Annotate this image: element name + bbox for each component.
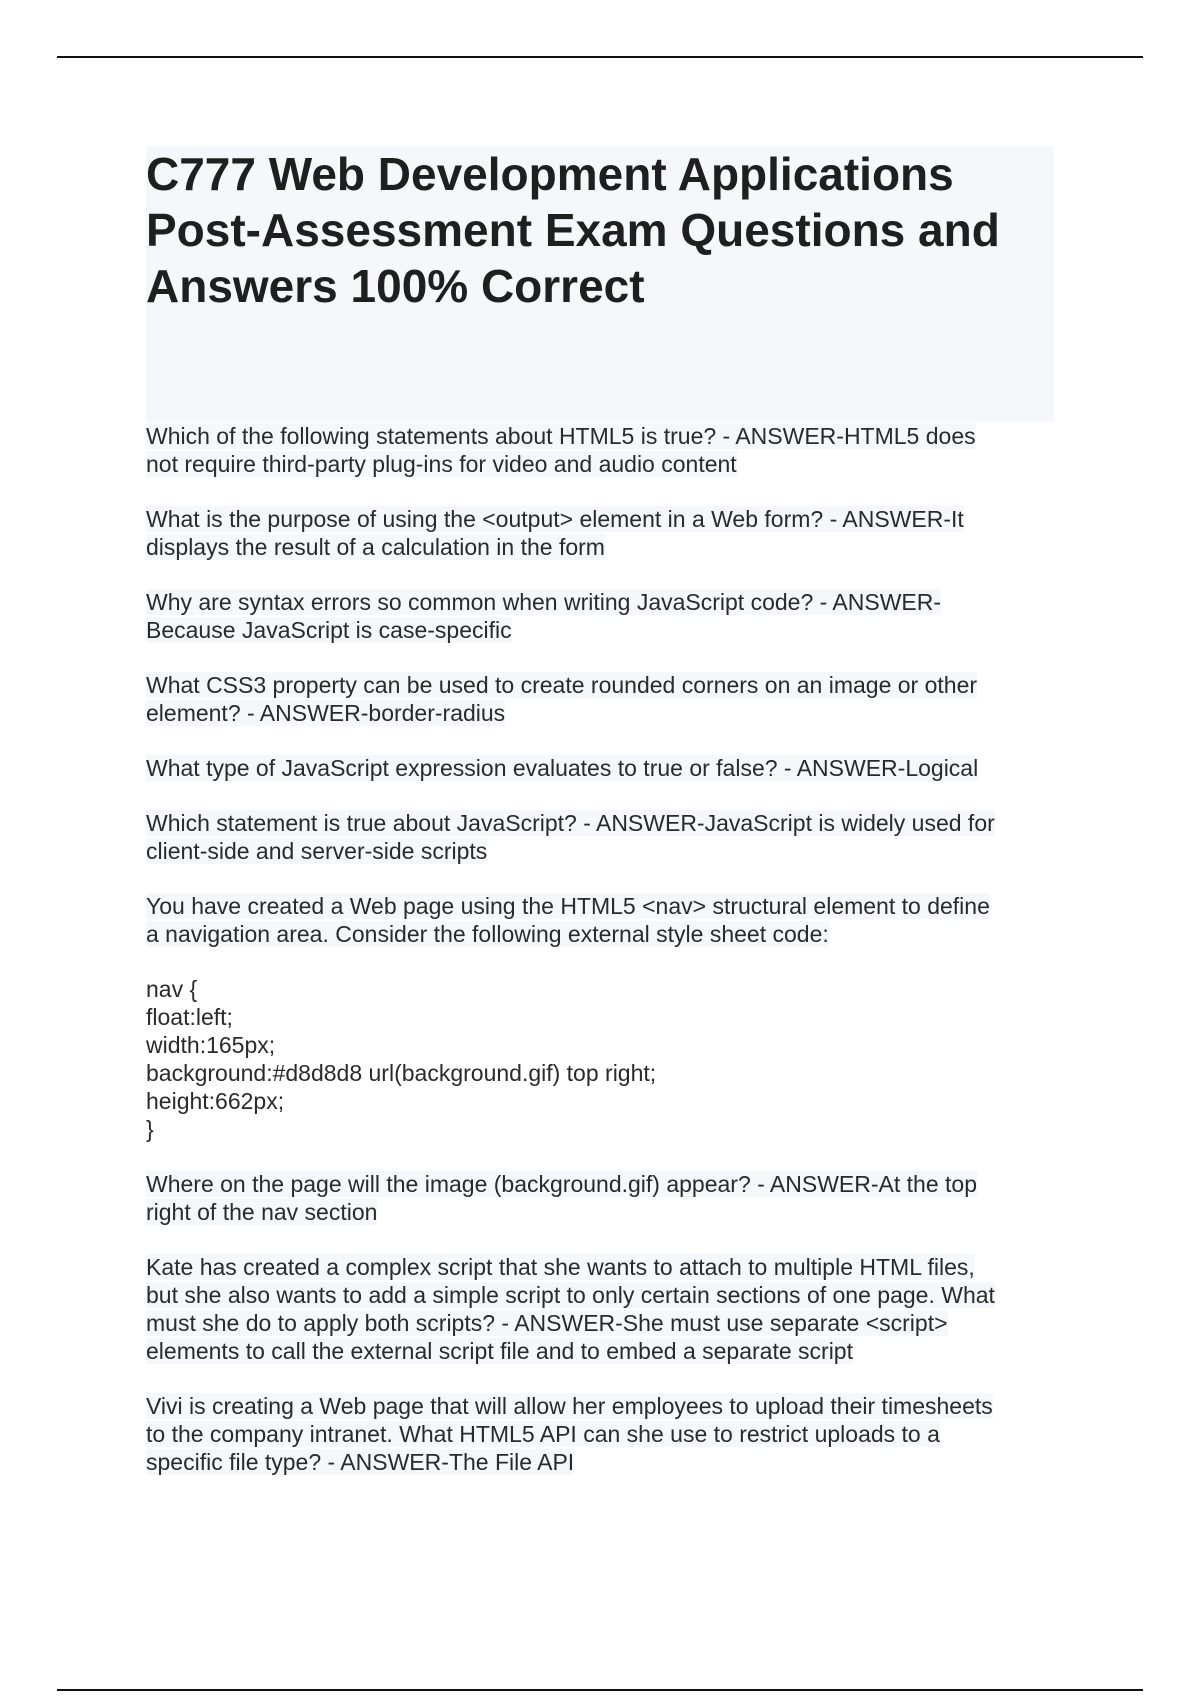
qa-item bbox=[146, 422, 1054, 478]
document-title: C777 Web Development Applications Post-Assessment Exam Questions and Answers 100% Correct bbox=[146, 148, 1000, 312]
qa-item bbox=[146, 505, 1054, 561]
qa-item bbox=[146, 809, 1054, 865]
qa-text: What is the purpose of using the <output> element in a Web form? - ANSWER-It displays the result of a calculation in the form bbox=[146, 506, 964, 560]
qa-text: You have created a Web page using the HTML5 <nav> structural element to define a navigation area. Consider the following external style sheet code: bbox=[146, 893, 990, 947]
qa-item bbox=[146, 671, 1054, 727]
qa-text: What CSS3 property can be used to create rounded corners on an image or other element? - ANSWER-border-radius bbox=[146, 672, 978, 726]
document-body bbox=[146, 146, 1054, 1476]
qa-text: Where on the page will the image (background.gif) appear? - ANSWER-At the top right of the nav section bbox=[146, 1171, 977, 1225]
qa-text: Kate has created a complex script that she wants to attach to multiple HTML files, but she also wants to add a simple script to only certain sections of one page. What must she do to apply both scripts? - ANSWER-She must use separate <script> elements to call the external script file and to embed a separate script bbox=[146, 1254, 995, 1364]
qa-item bbox=[146, 1253, 1054, 1365]
qa-item bbox=[146, 1170, 1054, 1226]
qa-text: Which statement is true about JavaScript? - ANSWER-JavaScript is widely used for client-side and server-side scripts bbox=[146, 810, 995, 864]
qa-list bbox=[146, 422, 1054, 1476]
qa-item bbox=[146, 892, 1054, 948]
title-block bbox=[146, 146, 1054, 422]
code-text: nav { float:left; width:165px; background:#d8d8d8 url(background.gif) top right; height:662px; } bbox=[146, 976, 657, 1142]
qa-text: What type of JavaScript expression evaluates to true or false? - ANSWER-Logical bbox=[146, 755, 979, 781]
top-rule bbox=[57, 56, 1143, 58]
qa-text: Vivi is creating a Web page that will allow her employees to upload their timesheets to the company intranet. What HTML5 API can she use to restrict uploads to a specific file type? - ANSWER-The File API bbox=[146, 1393, 993, 1475]
qa-text: Which of the following statements about HTML5 is true? - ANSWER-HTML5 does not require third-party plug-ins for video and audio content bbox=[146, 423, 976, 477]
qa-item bbox=[146, 754, 1054, 782]
qa-item bbox=[146, 588, 1054, 644]
qa-item bbox=[146, 1392, 1054, 1476]
bottom-rule bbox=[57, 1689, 1143, 1691]
code-block bbox=[146, 975, 1054, 1143]
qa-text: Why are syntax errors so common when writing JavaScript code? - ANSWER- Because JavaScript is case-specific bbox=[146, 589, 942, 643]
